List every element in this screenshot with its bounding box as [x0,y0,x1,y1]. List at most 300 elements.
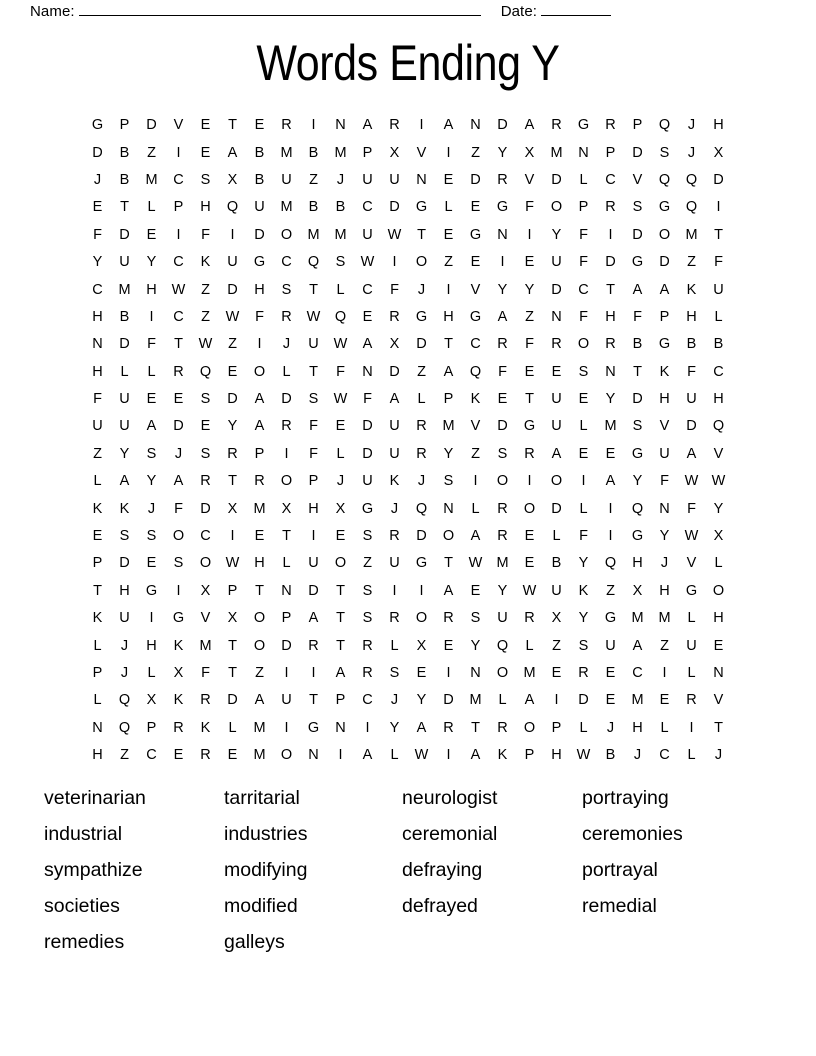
grid-cell[interactable]: Y [389,719,400,736]
grid-cell[interactable]: E [605,665,616,681]
grid-cell[interactable]: A [173,473,184,490]
grid-cell[interactable]: E [173,747,184,764]
grid-cell[interactable]: X [389,336,400,353]
grid-cell[interactable]: G [253,254,266,271]
grid-cell[interactable]: K [92,500,103,517]
grid-cell[interactable]: W [522,582,537,599]
grid-cell[interactable]: F [525,336,534,353]
grid-cell[interactable]: L [579,418,588,435]
grid-cell[interactable]: E [200,144,211,161]
grid-cell[interactable]: D [632,144,643,161]
grid-cell[interactable]: E [551,363,562,380]
grid-cell[interactable]: A [443,363,454,380]
grid-cell[interactable]: B [551,555,562,572]
grid-cell[interactable]: K [200,719,211,736]
grid-cell[interactable]: B [335,199,346,216]
grid-cell[interactable]: P [227,582,238,599]
word-list-item[interactable]: tarritarial [224,787,300,809]
grid-cell[interactable]: X [227,171,238,188]
grid-cell[interactable]: G [361,500,374,517]
grid-cell[interactable]: Z [417,363,426,380]
grid-cell[interactable]: V [632,171,643,188]
grid-cell[interactable]: I [338,747,343,764]
grid-cell[interactable]: H [713,610,724,627]
grid-cell[interactable]: G [658,336,671,353]
grid-cell[interactable]: O [199,555,212,572]
grid-cell[interactable]: J [120,637,129,654]
grid-cell[interactable]: D [173,418,184,435]
grid-cell[interactable]: R [551,336,562,353]
grid-cell[interactable]: E [200,418,211,435]
grid-cell[interactable]: R [605,117,616,134]
grid-cell[interactable]: R [389,610,400,627]
grid-cell[interactable]: D [227,692,238,709]
grid-cell[interactable]: S [443,473,454,490]
grid-cell[interactable]: F [147,336,156,353]
grid-cell[interactable]: N [281,582,292,599]
grid-cell[interactable]: V [713,692,724,709]
grid-cell[interactable]: T [444,336,453,353]
grid-cell[interactable]: L [579,500,588,517]
grid-cell[interactable]: D [254,226,265,243]
grid-cell[interactable]: Q [469,363,482,380]
grid-cell[interactable]: Y [227,418,238,435]
grid-cell[interactable]: Y [146,254,157,271]
grid-cell[interactable]: I [311,665,316,681]
grid-cell[interactable]: G [631,254,644,271]
grid-cell[interactable]: E [146,391,157,408]
grid-cell[interactable]: A [605,473,616,490]
grid-cell[interactable]: K [578,582,589,599]
grid-cell[interactable]: N [308,747,319,764]
grid-cell[interactable]: J [606,719,615,736]
grid-cell[interactable]: L [120,363,129,380]
grid-cell[interactable]: I [527,226,532,243]
grid-cell[interactable]: W [225,308,240,325]
grid-cell[interactable]: S [173,555,184,572]
grid-cell[interactable]: E [227,363,238,380]
grid-cell[interactable]: H [92,363,103,380]
grid-cell[interactable]: F [579,308,588,325]
grid-cell[interactable]: S [119,528,130,545]
grid-cell[interactable]: D [497,418,508,435]
grid-cell[interactable]: O [712,582,725,599]
grid-cell[interactable]: J [417,281,426,298]
grid-cell[interactable]: Z [471,144,480,161]
grid-cell[interactable]: L [579,719,588,736]
grid-cell[interactable]: K [173,692,184,709]
grid-cell[interactable]: E [335,528,346,545]
grid-cell[interactable]: A [524,692,535,709]
grid-cell[interactable]: G [307,719,320,736]
grid-cell[interactable]: I [446,281,451,298]
grid-cell[interactable]: S [497,445,508,462]
grid-cell[interactable]: R [524,610,535,627]
grid-cell[interactable]: P [281,610,292,627]
grid-cell[interactable]: F [255,308,264,325]
grid-cell[interactable]: P [362,144,373,161]
grid-cell[interactable]: X [227,610,238,627]
grid-cell[interactable]: R [362,637,373,654]
grid-cell[interactable]: J [93,171,102,188]
grid-cell[interactable]: T [471,719,480,736]
word-list-item[interactable]: galleys [224,931,285,953]
grid-cell[interactable]: Y [713,500,724,517]
grid-cell[interactable]: X [713,144,724,161]
grid-cell[interactable]: U [551,254,562,271]
grid-cell[interactable]: T [228,637,237,654]
grid-cell[interactable]: S [362,582,373,599]
grid-cell[interactable]: T [309,281,318,298]
grid-cell[interactable]: I [311,528,316,545]
grid-cell[interactable]: X [389,144,400,161]
grid-cell[interactable]: Y [659,528,670,545]
grid-cell[interactable]: B [686,336,697,353]
grid-cell[interactable]: O [415,254,428,271]
grid-cell[interactable]: S [362,528,373,545]
grid-cell[interactable]: T [282,528,291,545]
grid-cell[interactable]: T [336,637,345,654]
grid-cell[interactable]: S [578,363,589,380]
grid-cell[interactable]: K [119,500,130,517]
grid-cell[interactable]: X [713,528,724,545]
grid-cell[interactable]: A [632,281,643,298]
grid-cell[interactable]: V [470,281,481,298]
grid-cell[interactable]: C [200,528,211,545]
grid-cell[interactable]: M [253,747,266,764]
grid-cell[interactable]: F [174,500,183,517]
grid-cell[interactable]: A [362,117,373,134]
grid-cell[interactable]: B [119,171,130,188]
grid-cell[interactable]: I [176,226,181,243]
grid-cell[interactable]: Q [415,500,428,517]
grid-cell[interactable]: F [714,254,723,271]
grid-cell[interactable]: D [362,418,373,435]
grid-cell[interactable]: J [120,665,129,681]
grid-cell[interactable]: R [281,418,292,435]
grid-cell[interactable]: L [93,473,102,490]
grid-cell[interactable]: I [392,582,397,599]
word-list-item[interactable]: modified [224,895,298,917]
grid-cell[interactable]: H [659,582,670,599]
grid-cell[interactable]: L [471,500,480,517]
grid-cell[interactable]: A [524,117,535,134]
grid-cell[interactable]: R [497,719,508,736]
grid-cell[interactable]: O [577,336,590,353]
grid-cell[interactable]: L [282,363,291,380]
grid-cell[interactable]: M [199,637,212,654]
grid-cell[interactable]: R [443,610,454,627]
grid-cell[interactable]: F [633,308,642,325]
grid-cell[interactable]: D [281,391,292,408]
grid-cell[interactable]: L [147,199,156,216]
grid-cell[interactable]: I [149,610,154,627]
grid-cell[interactable]: Z [201,281,210,298]
grid-cell[interactable]: L [228,719,237,736]
grid-cell[interactable]: N [470,117,481,134]
grid-cell[interactable]: T [606,281,615,298]
grid-cell[interactable]: I [446,665,451,681]
grid-cell[interactable]: I [554,692,559,709]
grid-cell[interactable]: C [659,747,670,764]
word-list-item[interactable]: ceremonial [402,823,498,845]
grid-cell[interactable]: C [470,336,481,353]
grid-cell[interactable]: Y [497,144,508,161]
grid-cell[interactable]: D [92,144,103,161]
grid-cell[interactable]: M [307,226,320,243]
grid-cell[interactable]: A [389,391,400,408]
grid-cell[interactable]: L [417,391,426,408]
grid-cell[interactable]: U [389,171,400,188]
grid-cell[interactable]: W [387,226,402,243]
grid-cell[interactable]: C [173,308,184,325]
grid-cell[interactable]: P [632,117,643,134]
grid-cell[interactable]: L [336,281,345,298]
grid-cell[interactable]: B [254,144,265,161]
grid-cell[interactable]: F [687,363,696,380]
grid-cell[interactable]: M [280,199,293,216]
grid-cell[interactable]: U [497,610,508,627]
grid-cell[interactable]: N [551,308,562,325]
grid-cell[interactable]: V [416,144,427,161]
grid-cell[interactable]: N [335,719,346,736]
grid-cell[interactable]: W [333,391,348,408]
grid-cell[interactable]: Q [334,308,347,325]
grid-cell[interactable]: D [659,254,670,271]
grid-cell[interactable]: W [171,281,186,298]
grid-cell[interactable]: H [551,747,562,764]
date-write-line[interactable] [541,2,611,16]
grid-cell[interactable]: R [254,473,265,490]
grid-cell[interactable]: R [524,445,535,462]
grid-cell[interactable]: C [605,171,616,188]
grid-cell[interactable]: G [577,117,590,134]
grid-cell[interactable]: J [714,747,723,764]
grid-cell[interactable]: I [446,144,451,161]
grid-cell[interactable]: D [632,391,643,408]
grid-cell[interactable]: E [713,637,724,654]
grid-cell[interactable]: B [119,144,130,161]
grid-cell[interactable]: M [118,281,131,298]
grid-cell[interactable]: G [172,610,185,627]
grid-cell[interactable]: E [605,445,616,462]
grid-cell[interactable]: O [253,610,266,627]
grid-cell[interactable]: W [711,473,726,490]
grid-cell[interactable]: U [551,418,562,435]
grid-cell[interactable]: E [443,637,454,654]
grid-cell[interactable]: M [253,719,266,736]
grid-cell[interactable]: N [605,363,616,380]
grid-cell[interactable]: T [309,363,318,380]
grid-cell[interactable]: J [687,117,696,134]
grid-cell[interactable]: W [576,747,591,764]
grid-cell[interactable]: X [551,610,562,627]
grid-cell[interactable]: L [687,665,696,681]
grid-cell[interactable]: W [225,555,240,572]
grid-cell[interactable]: D [551,500,562,517]
grid-cell[interactable]: A [632,637,643,654]
grid-cell[interactable]: T [255,582,264,599]
grid-cell[interactable]: R [308,637,319,654]
grid-cell[interactable]: Q [118,692,131,709]
word-list-item[interactable]: sympathize [44,859,143,881]
grid-cell[interactable]: Z [444,254,453,271]
grid-cell[interactable]: I [689,719,694,736]
grid-cell[interactable]: Y [416,692,427,709]
grid-cell[interactable]: Q [658,117,671,134]
word-list-item[interactable]: portraying [582,787,669,809]
grid-cell[interactable]: I [716,199,721,216]
grid-cell[interactable]: G [415,199,428,216]
grid-cell[interactable]: R [389,308,400,325]
grid-cell[interactable]: U [227,254,238,271]
grid-cell[interactable]: D [227,391,238,408]
grid-cell[interactable]: I [608,226,613,243]
grid-cell[interactable]: Y [119,445,130,462]
grid-cell[interactable]: E [362,308,373,325]
grid-cell[interactable]: C [362,281,373,298]
grid-cell[interactable]: R [227,445,238,462]
grid-cell[interactable]: S [578,637,589,654]
grid-cell[interactable]: J [390,692,399,709]
grid-cell[interactable]: L [579,171,588,188]
grid-cell[interactable]: F [201,226,210,243]
grid-cell[interactable]: I [230,226,235,243]
grid-cell[interactable]: J [147,500,156,517]
grid-cell[interactable]: M [334,226,347,243]
grid-cell[interactable]: A [227,144,238,161]
grid-cell[interactable]: R [200,473,211,490]
word-list-item[interactable]: portrayal [582,859,658,881]
grid-cell[interactable]: N [470,665,481,681]
grid-cell[interactable]: D [416,336,427,353]
grid-cell[interactable]: T [714,719,723,736]
grid-cell[interactable]: S [389,665,400,681]
grid-cell[interactable]: P [119,117,130,134]
grid-cell[interactable]: R [686,692,697,709]
grid-cell[interactable]: O [415,610,428,627]
grid-cell[interactable]: W [198,336,213,353]
grid-cell[interactable]: R [173,363,184,380]
grid-cell[interactable]: I [149,308,154,325]
grid-cell[interactable]: V [173,117,184,134]
grid-cell[interactable]: T [714,226,723,243]
word-list-item[interactable]: industrial [44,823,123,845]
grid-cell[interactable]: E [200,117,211,134]
grid-cell[interactable]: G [496,199,509,216]
grid-cell[interactable]: U [308,555,319,572]
grid-cell[interactable]: I [662,665,667,681]
grid-cell[interactable]: E [470,254,481,271]
grid-cell[interactable]: A [362,747,373,764]
grid-cell[interactable]: D [713,171,724,188]
grid-cell[interactable]: E [470,582,481,599]
grid-cell[interactable]: M [685,226,698,243]
grid-cell[interactable]: V [686,555,697,572]
grid-cell[interactable]: V [470,418,481,435]
grid-cell[interactable]: V [713,445,724,462]
grid-cell[interactable]: E [335,418,346,435]
grid-cell[interactable]: O [442,528,455,545]
grid-cell[interactable]: O [550,473,563,490]
grid-cell[interactable]: A [443,117,454,134]
grid-cell[interactable]: E [443,171,454,188]
grid-cell[interactable]: J [417,473,426,490]
grid-cell[interactable]: E [443,226,454,243]
grid-cell[interactable]: J [687,144,696,161]
grid-cell[interactable]: S [146,445,157,462]
grid-cell[interactable]: E [578,391,589,408]
grid-cell[interactable]: G [469,308,482,325]
grid-cell[interactable]: T [525,391,534,408]
grid-cell[interactable]: Y [443,445,454,462]
grid-cell[interactable]: A [470,747,481,764]
grid-cell[interactable]: O [172,528,185,545]
grid-cell[interactable]: L [390,637,399,654]
grid-cell[interactable]: M [658,610,671,627]
grid-cell[interactable]: R [281,308,292,325]
grid-cell[interactable]: I [365,719,370,736]
grid-cell[interactable]: A [119,473,130,490]
grid-cell[interactable]: E [92,528,103,545]
grid-cell[interactable]: O [253,363,266,380]
grid-cell[interactable]: U [92,418,103,435]
grid-cell[interactable]: W [333,336,348,353]
grid-cell[interactable]: I [284,719,289,736]
grid-cell[interactable]: Q [712,418,725,435]
grid-cell[interactable]: S [335,254,346,271]
grid-cell[interactable]: D [281,637,292,654]
grid-cell[interactable]: A [551,445,562,462]
grid-cell[interactable]: Q [226,199,239,216]
grid-cell[interactable]: K [200,254,211,271]
grid-cell[interactable]: U [119,418,130,435]
grid-cell[interactable]: Y [497,281,508,298]
grid-cell[interactable]: Y [524,281,535,298]
grid-cell[interactable]: H [146,281,157,298]
grid-cell[interactable]: K [659,363,670,380]
grid-cell[interactable]: F [579,226,588,243]
grid-cell[interactable]: E [524,363,535,380]
grid-cell[interactable]: K [389,473,400,490]
grid-cell[interactable]: N [713,665,724,681]
grid-cell[interactable]: E [254,117,265,134]
grid-cell[interactable]: S [632,418,643,435]
grid-cell[interactable]: R [416,418,427,435]
grid-cell[interactable]: F [498,363,507,380]
grid-cell[interactable]: C [173,254,184,271]
grid-cell[interactable]: W [468,555,483,572]
grid-cell[interactable]: Y [470,637,481,654]
grid-cell[interactable]: K [173,637,184,654]
grid-cell[interactable]: I [608,528,613,545]
grid-cell[interactable]: J [633,747,642,764]
grid-cell[interactable]: S [632,199,643,216]
grid-cell[interactable]: L [147,665,156,681]
grid-cell[interactable]: N [416,171,427,188]
grid-cell[interactable]: Q [118,719,131,736]
grid-cell[interactable]: P [92,555,103,572]
grid-cell[interactable]: L [93,692,102,709]
grid-cell[interactable]: Q [658,171,671,188]
grid-cell[interactable]: Z [363,555,372,572]
grid-cell[interactable]: U [362,226,373,243]
grid-cell[interactable]: A [470,528,481,545]
grid-cell[interactable]: D [146,117,157,134]
grid-cell[interactable]: A [686,445,697,462]
grid-cell[interactable]: M [604,418,617,435]
grid-cell[interactable]: P [146,719,157,736]
